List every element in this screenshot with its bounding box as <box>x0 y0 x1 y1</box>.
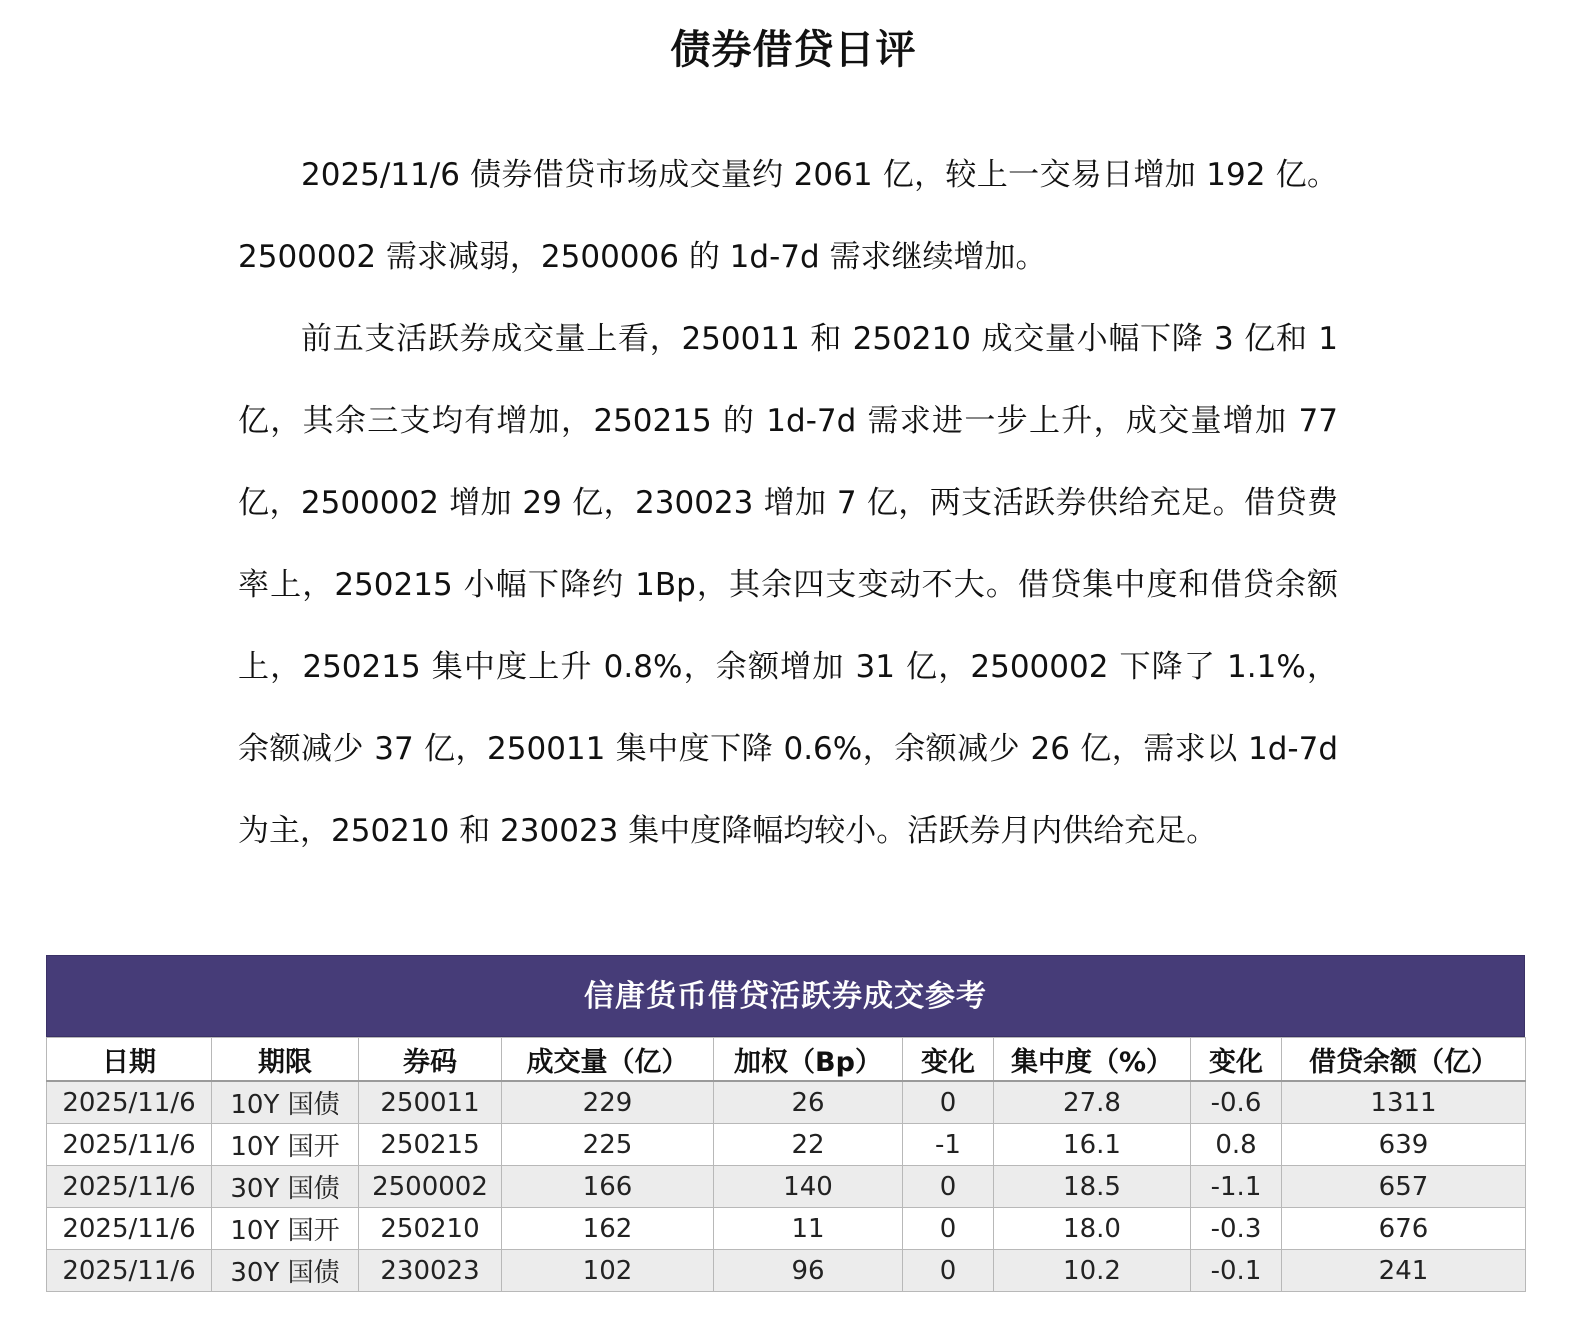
cell-rate-change: -1 <box>903 1124 994 1166</box>
table-row <box>47 1124 1526 1166</box>
cell-rate-change: 0 <box>903 1250 994 1292</box>
cell-weighted-rate: 26 <box>714 1081 903 1124</box>
table-row <box>47 1081 1526 1124</box>
header-date: 日期 <box>47 1038 212 1082</box>
table-header-row <box>47 1038 1526 1082</box>
cell-rate-change: 0 <box>903 1208 994 1250</box>
cell-date: 2025/11/6 <box>47 1250 212 1292</box>
cell-concentration-change: -0.6 <box>1191 1081 1282 1124</box>
cell-weighted-rate: 11 <box>714 1208 903 1250</box>
paragraph-1: 2025/11/6 债券借贷市场成交量约 2061 亿，较上一交易日增加 192 亿。2500002 需求减弱，2500006 的 1d-7d 需求继续增加。 <box>238 157 1338 275</box>
header-volume: 成交量（亿） <box>502 1038 714 1082</box>
cell-lending-balance: 241 <box>1282 1250 1526 1292</box>
cell-weighted-rate: 140 <box>714 1166 903 1208</box>
cell-lending-balance: 639 <box>1282 1124 1526 1166</box>
cell-tenor: 10Y 国开 <box>212 1208 359 1250</box>
cell-concentration: 18.5 <box>994 1166 1191 1208</box>
cell-date: 2025/11/6 <box>47 1208 212 1250</box>
cell-weighted-rate: 22 <box>714 1124 903 1166</box>
cell-concentration-change: -0.1 <box>1191 1250 1282 1292</box>
cell-concentration: 10.2 <box>994 1250 1191 1292</box>
page-title: 债券借贷日评 <box>670 27 917 73</box>
table-row <box>47 1166 1526 1208</box>
cell-concentration: 27.8 <box>994 1081 1191 1124</box>
table-caption: 信唐货币借贷活跃券成交参考 <box>46 955 1525 1037</box>
cell-rate-change: 0 <box>903 1081 994 1124</box>
table-row <box>47 1208 1526 1250</box>
cell-lending-balance: 676 <box>1282 1208 1526 1250</box>
header-weighted-rate: 加权（Bp） <box>714 1038 903 1082</box>
article-body <box>238 134 1338 872</box>
cell-volume: 229 <box>502 1081 714 1124</box>
cell-rate-change: 0 <box>903 1166 994 1208</box>
cell-concentration: 18.0 <box>994 1208 1191 1250</box>
paragraph-2: 前五支活跃券成交量上看，250011 和 250210 成交量小幅下降 3 亿和 1 亿，其余三支均有增加，250215 的 1d-7d 需求进一步上升，成交量增加 77 亿，2500002 增加 29 亿，230023 增加 7 亿，两支活跃券供给充足。借贷费率上，250215 小幅下降约 1Bp，其余四支变动不大。借贷集中度和借贷余额上，250215 集中度上升 0.8%，余额增加 31 亿，2500002 下降了 1.1%，余额减少 37 亿，250011 集中度下降 0.6%，余额减少 26 亿，需求以 1d-7d 为主，250210 和 230023 集中度降幅均较小。活跃券月内供给充足。 <box>238 321 1338 849</box>
cell-tenor: 30Y 国债 <box>212 1250 359 1292</box>
header-concentration-change: 变化 <box>1191 1038 1282 1082</box>
header-rate-change: 变化 <box>903 1038 994 1082</box>
cell-bond-code: 250215 <box>359 1124 502 1166</box>
cell-concentration-change: -1.1 <box>1191 1166 1282 1208</box>
cell-concentration-change: 0.8 <box>1191 1124 1282 1166</box>
cell-tenor: 10Y 国开 <box>212 1124 359 1166</box>
cell-bond-code: 250011 <box>359 1081 502 1124</box>
cell-lending-balance: 1311 <box>1282 1081 1526 1124</box>
cell-date: 2025/11/6 <box>47 1124 212 1166</box>
cell-bond-code: 230023 <box>359 1250 502 1292</box>
cell-date: 2025/11/6 <box>47 1081 212 1124</box>
header-lending-balance: 借贷余额（亿） <box>1282 1038 1526 1082</box>
cell-date: 2025/11/6 <box>47 1166 212 1208</box>
cell-bond-code: 2500002 <box>359 1166 502 1208</box>
cell-volume: 225 <box>502 1124 714 1166</box>
cell-volume: 162 <box>502 1208 714 1250</box>
cell-bond-code: 250210 <box>359 1208 502 1250</box>
header-concentration: 集中度（%） <box>994 1038 1191 1082</box>
cell-tenor: 30Y 国债 <box>212 1166 359 1208</box>
cell-concentration: 16.1 <box>994 1124 1191 1166</box>
cell-tenor: 10Y 国债 <box>212 1081 359 1124</box>
cell-weighted-rate: 96 <box>714 1250 903 1292</box>
header-bond-code: 券码 <box>359 1038 502 1082</box>
active-bonds-table-section <box>46 955 1525 1292</box>
header-tenor: 期限 <box>212 1038 359 1082</box>
cell-lending-balance: 657 <box>1282 1166 1526 1208</box>
table-row <box>47 1250 1526 1292</box>
cell-volume: 102 <box>502 1250 714 1292</box>
active-bonds-table <box>46 1037 1526 1292</box>
cell-concentration-change: -0.3 <box>1191 1208 1282 1250</box>
cell-volume: 166 <box>502 1166 714 1208</box>
